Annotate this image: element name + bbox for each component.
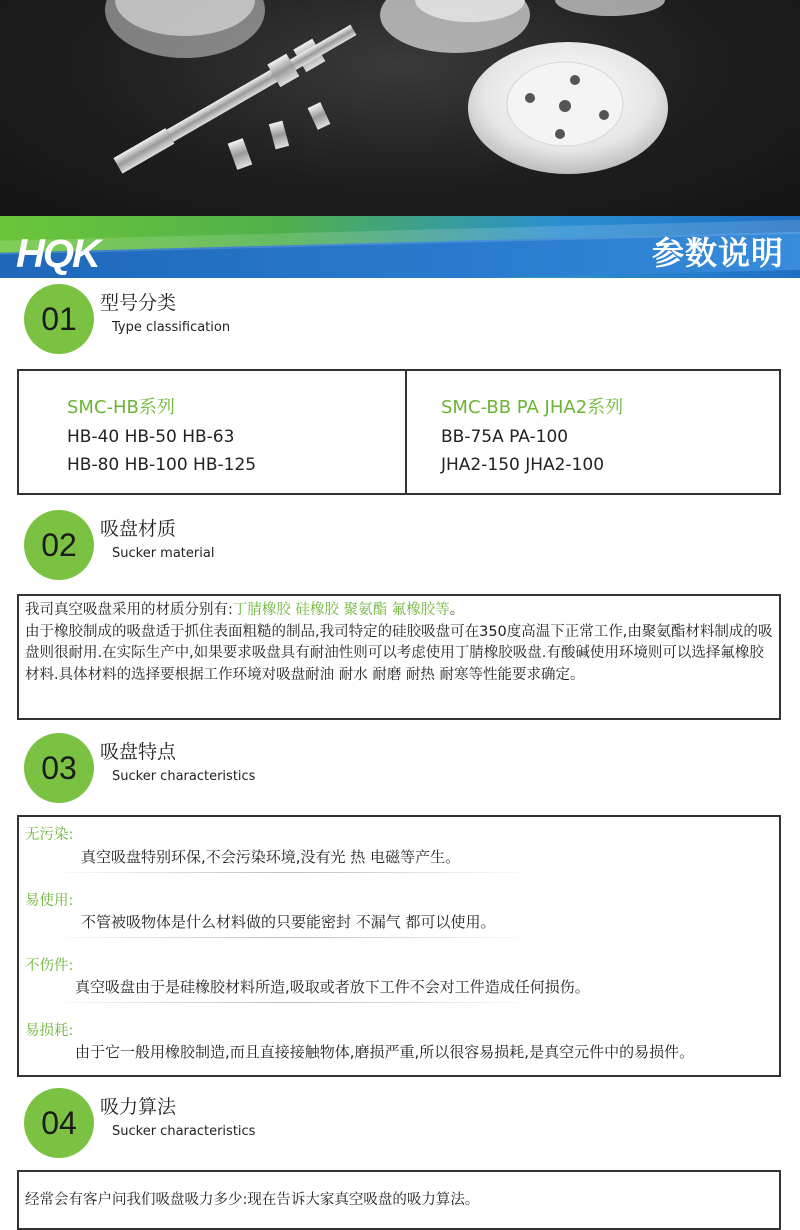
section-title: 型号分类 <box>100 292 177 314</box>
suction-text: 经常会有客户问我们吸盘吸力多少:现在告诉大家真空吸盘的吸力算法。 <box>25 1192 480 1208</box>
product-photo-illustration <box>0 0 800 216</box>
material-list: 丁腈橡胶 硅橡胶 聚氨酯 氟橡胶等 <box>232 602 450 618</box>
section-number-badge: 02 <box>24 510 94 580</box>
section-title: 吸盘特点 <box>100 741 177 763</box>
features-box <box>17 815 781 1077</box>
model-table <box>17 369 781 495</box>
material-text <box>19 596 779 690</box>
model-list: JHA2-150 JHA2-100 <box>441 455 605 475</box>
feature-text: 由于它一般用橡胶制造,而且直接接触物体,磨损严重,所以很容易损耗,是真空元件中的易损件。 <box>75 1043 695 1061</box>
feature-text: 真空吸盘特别环保,不会污染环境,没有光 热 电磁等产生。 <box>81 848 461 866</box>
model-column-left <box>19 371 405 493</box>
model-list: HB-40 HB-50 HB-63 <box>67 427 235 447</box>
section-subtitle: Sucker material <box>112 546 215 561</box>
brand-logo: HQK <box>16 232 99 276</box>
section-number-badge: 01 <box>24 284 94 354</box>
model-list: BB-75A PA-100 <box>441 427 569 447</box>
banner-title: 参数说明 <box>651 234 784 272</box>
material-intro-end: 。 <box>449 602 465 618</box>
feature-label: 易损耗: <box>25 1023 74 1039</box>
section-header-features <box>24 733 524 805</box>
product-photo <box>0 0 800 216</box>
section-title: 吸盘材质 <box>100 518 177 540</box>
section-header-material <box>24 510 524 582</box>
model-list: HB-80 HB-100 HB-125 <box>67 455 257 475</box>
material-intro: 我司真空吸盘采用的材质分别有: <box>25 602 233 618</box>
model-column-right <box>407 371 779 493</box>
feature-text: 真空吸盘由于是硅橡胶材料所造,吸取或者放下工件不会对工件造成任何损伤。 <box>75 978 590 996</box>
section-subtitle: Type classification <box>112 320 231 335</box>
section-subtitle: Sucker characteristics <box>112 1124 256 1139</box>
feature-divider <box>59 937 519 938</box>
section-header-suction <box>24 1088 524 1160</box>
feature-divider <box>59 872 519 873</box>
series-name: SMC-HB系列 <box>67 397 175 418</box>
feature-text: 不管被吸物体是什么材料做的只要能密封 不漏气 都可以使用。 <box>81 913 496 931</box>
series-name: SMC-BB PA JHA2系列 <box>441 397 624 418</box>
feature-label: 不伤件: <box>25 958 74 974</box>
feature-divider <box>59 1002 519 1003</box>
section-subtitle: Sucker characteristics <box>112 769 256 784</box>
section-title: 吸力算法 <box>100 1096 177 1118</box>
suction-box <box>17 1170 781 1230</box>
feature-label: 无污染: <box>25 827 74 843</box>
section-header-type <box>24 284 524 356</box>
section-number-badge: 04 <box>24 1088 94 1158</box>
material-body: 由于橡胶制成的吸盘适于抓住表面粗糙的制品,我司特定的硅胶吸盘可在350度高温下正常工作,由聚氨酯材料制成的吸盘则很耐用.在实际生产中,如果要求吸盘具有耐油性则可以考虑使用丁腈橡胶吸盘.有酸碱使用环境则可以选择氟橡胶材料.具体材料的选择要根据工作环境对吸盘耐油 耐水 耐磨 耐热 耐寒等性能要求确定。 <box>25 623 773 683</box>
material-box <box>17 594 781 720</box>
feature-label: 易使用: <box>25 893 74 909</box>
section-number-badge: 03 <box>24 733 94 803</box>
